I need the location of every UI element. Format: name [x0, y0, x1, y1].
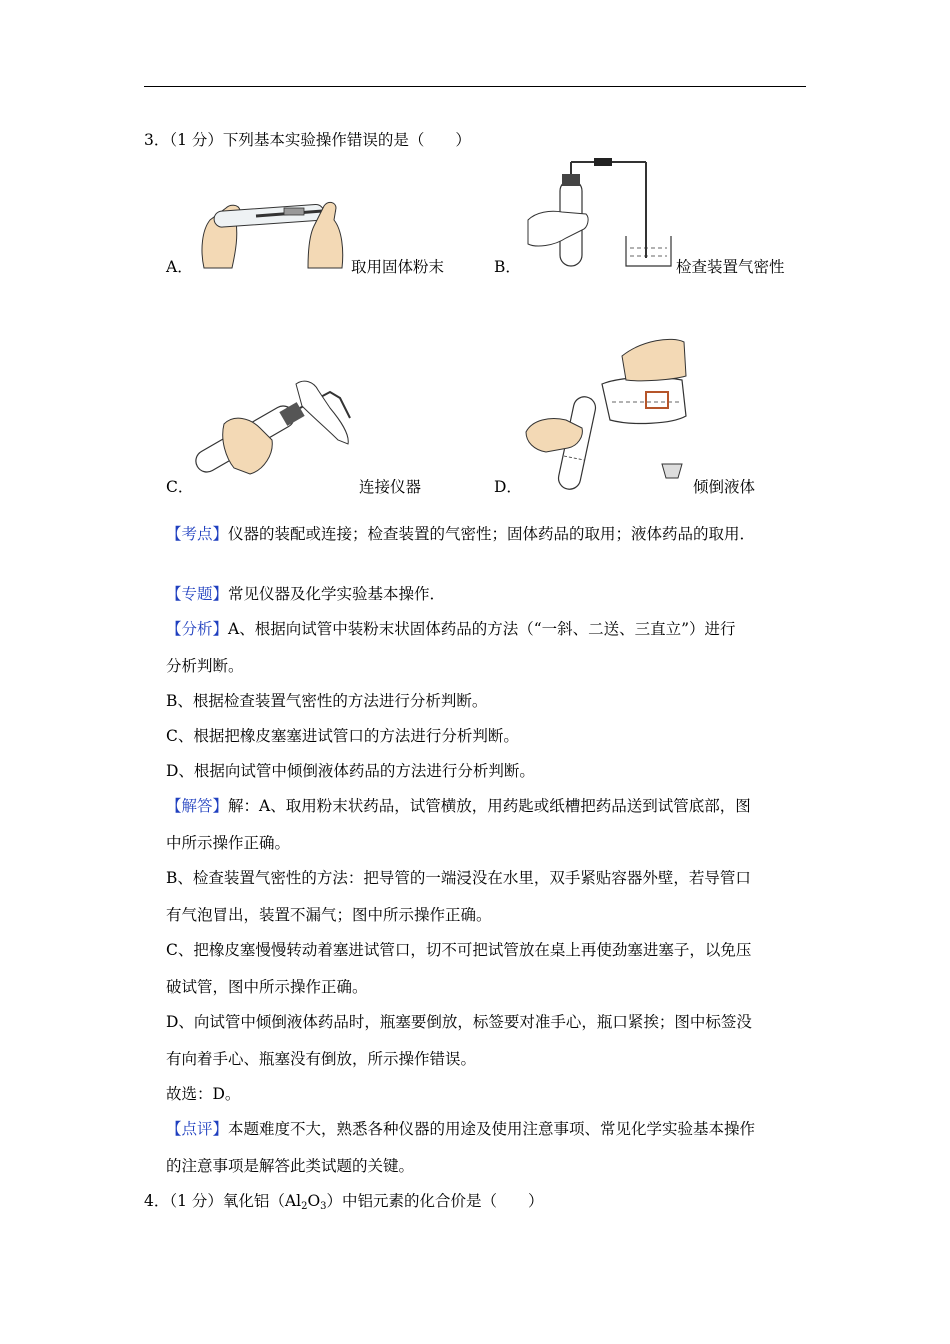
header-rule	[144, 86, 806, 87]
kaodian-text: 仪器的装配或连接；检查装置的气密性；固体药品的取用；液体药品的取用．	[228, 525, 756, 543]
option-a-letter: A．	[166, 258, 193, 276]
jieda-d-2: 有向着手心、瓶塞没有倒放，所示操作错误。	[166, 1050, 477, 1068]
figure-a-powder-into-tube	[196, 190, 346, 270]
jieda-c-2: 破试管，图中所示操作正确。	[166, 978, 368, 996]
jieda-d-1: D、向试管中倾倒液体药品时，瓶塞要倒放，标签要对准手心，瓶口紧挨；图中标签没	[166, 1013, 752, 1031]
kaodian-tag: 【考点】	[166, 525, 229, 543]
dianping-line-2: 的注意事项是解答此类试题的关键。	[166, 1157, 415, 1175]
jieda-b-2: 有气泡冒出，装置不漏气；图中所示操作正确。	[166, 906, 492, 924]
jieda-text-1: 解：A、取用粉末状药品，试管横放，用药匙或纸槽把药品送到试管底部，图	[228, 797, 751, 815]
question-number: 4．	[144, 1192, 170, 1210]
zhuanti-text: 常见仪器及化学实验基本操作．	[228, 585, 446, 603]
q4-mid: O	[307, 1192, 321, 1210]
fenxi-text-1: A、根据向试管中装粉末状固体药品的方法（“一斜、二送、三直立”）进行	[228, 620, 736, 638]
dianping-text-1: 本题难度不大，熟悉各种仪器的用途及使用注意事项、常见化学实验基本操作	[228, 1120, 756, 1138]
option-d-caption: 倾倒液体	[693, 478, 756, 496]
zhuanti-line	[166, 582, 445, 604]
fenxi-d: D、根据向试管中倾倒液体药品的方法进行分析判断。	[166, 762, 535, 780]
fenxi-c: C、根据把橡皮塞塞进试管口的方法进行分析判断。	[166, 727, 519, 745]
figure-d-pour-liquid	[522, 336, 692, 492]
q4-stem-pre: （1 分）氧化铝（Al	[169, 1192, 302, 1210]
bottle-stopper-icon	[662, 464, 682, 478]
option-c-letter: C．	[166, 478, 194, 496]
jieda-b-1: B、检查装置气密性的方法：把导管的一端浸没在水里，双手紧贴容器外壁，若导管口	[166, 869, 751, 887]
question-4-stem	[144, 1189, 544, 1212]
option-d-letter: D．	[494, 478, 522, 496]
option-c-caption: 连接仪器	[359, 478, 422, 496]
fenxi-line-2: 分析判断。	[166, 657, 244, 675]
question-3-stem	[144, 128, 471, 150]
fenxi-tag: 【分析】	[166, 620, 229, 638]
jieda-tag: 【解答】	[166, 797, 229, 815]
jieda-c-1: C、把橡皮塞慢慢转动着塞进试管口，切不可把试管放在桌上再使劲塞进塞子，以免压	[166, 941, 752, 959]
kaodian-line	[166, 522, 755, 544]
dianping-line-1	[166, 1117, 755, 1139]
jieda-a-2: 中所示操作正确。	[166, 834, 291, 852]
q4-sub-1: 2	[301, 1201, 308, 1212]
fenxi-line-1	[166, 617, 736, 639]
option-a-caption: 取用固体粉末	[351, 258, 445, 276]
dianping-tag: 【点评】	[166, 1120, 229, 1138]
figure-b-airtightness-check	[526, 158, 676, 270]
question-text: （1 分）下列基本实验操作错误的是（ ）	[169, 131, 471, 149]
q4-stem-post: ）中铝元素的化合价是（ ）	[326, 1192, 544, 1210]
question-number: 3．	[144, 131, 170, 149]
answer-choice: 故选：D。	[166, 1085, 241, 1103]
option-b-caption: 检查装置气密性	[676, 258, 785, 276]
zhuanti-tag: 【专题】	[166, 585, 229, 603]
fenxi-b: B、根据检查装置气密性的方法进行分析判断。	[166, 692, 488, 710]
jieda-line-1	[166, 794, 751, 816]
figure-c-connect-apparatus	[190, 378, 360, 490]
q4-sub-2: 3	[320, 1201, 327, 1212]
option-b-letter: B．	[494, 258, 521, 276]
